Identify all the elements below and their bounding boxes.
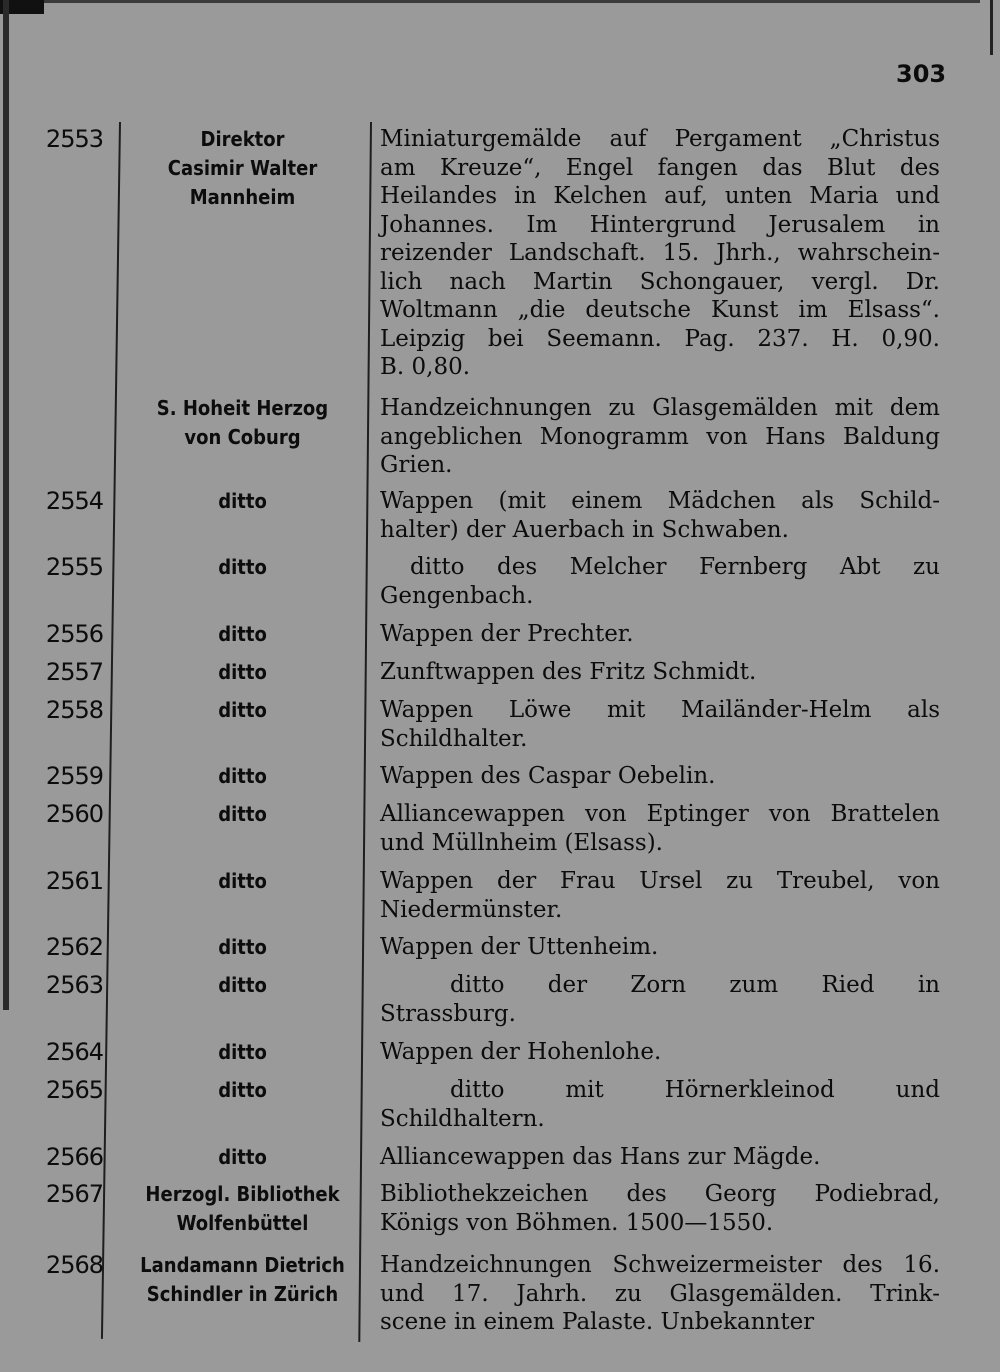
owner-line: Schindler in Zürich <box>146 1282 339 1306</box>
description-line: Johannes. Im Hintergrund Jerusalem in <box>380 211 940 238</box>
entry-owner <box>105 867 380 896</box>
entry-owner <box>105 1143 380 1172</box>
description-line: Wappen (mit einem Mädchen als Schild- <box>380 488 940 514</box>
entry-number: 2563 <box>45 971 103 999</box>
page-left-edge <box>3 0 9 1010</box>
entry-description <box>380 1038 940 1067</box>
owner-line: ditto <box>218 622 267 646</box>
description-line: reizender Landschaft. 15. Jhrh., wahrschein- <box>380 240 940 266</box>
entry-owner <box>105 696 380 725</box>
owner-line: ditto <box>218 1145 267 1169</box>
entry-number: 2567 <box>45 1180 103 1208</box>
page-number: 303 <box>896 60 947 88</box>
description-line: Bibliothekzeichen des Georg Podiebrad, <box>380 1181 940 1207</box>
description-line: Wappen Löwe mit Mailänder-Helm als <box>380 697 940 723</box>
entry-owner <box>105 933 380 962</box>
owner-line: Herzogl. Bibliothek <box>145 1182 340 1206</box>
entry-number: 2559 <box>45 762 103 790</box>
owner-line: ditto <box>218 935 267 959</box>
entry-owner <box>105 553 380 582</box>
owner-line: ditto <box>218 1078 267 1102</box>
entry-owner <box>105 971 380 1000</box>
owner-line: ditto <box>218 802 267 826</box>
description-line: B. 0,80. <box>380 354 471 380</box>
description-line: Zunftwappen des Fritz Schmidt. <box>380 659 757 685</box>
entry-owner <box>105 1180 380 1238</box>
description-line: Schildhaltern. <box>380 1105 545 1132</box>
description-line: Handzeichnungen zu Glasgemälden mit dem <box>380 395 940 421</box>
entry-owner <box>105 800 380 829</box>
owner-line: ditto <box>218 1040 267 1064</box>
entry-owner <box>105 1076 380 1105</box>
page-top-edge <box>0 0 980 3</box>
entry-description <box>380 800 940 857</box>
entry-description <box>380 1180 940 1237</box>
entry-description <box>380 487 940 544</box>
entry-description <box>380 696 940 753</box>
entry-description <box>380 394 940 480</box>
entry-description <box>380 620 940 649</box>
entry-number: 2560 <box>45 800 103 828</box>
description-line: Niedermünster. <box>380 896 563 923</box>
owner-line: ditto <box>218 973 267 997</box>
entry-number: 2558 <box>45 696 103 724</box>
entry-number: 2568 <box>45 1251 103 1279</box>
entry-owner <box>105 1038 380 1067</box>
entry-number: 2556 <box>45 620 103 648</box>
owner-line: Landamann Dietrich <box>140 1253 345 1277</box>
entry-number: 2562 <box>45 933 103 961</box>
entry-owner <box>105 125 380 212</box>
entry-description <box>380 867 940 924</box>
description-line: ditto mit Hörnerkleinod und <box>450 1077 940 1103</box>
description-line: Alliancewappen von Eptinger von Brattelen <box>380 801 940 827</box>
description-line: und 17. Jahrh. zu Glasgemälden. Trink- <box>380 1280 940 1307</box>
description-line: Königs von Böhmen. 1500—1550. <box>380 1209 774 1236</box>
description-line: ditto des Melcher Fernberg Abt zu <box>410 554 940 580</box>
description-line: Woltmann „die deutsche Kunst im Elsass“. <box>380 297 940 323</box>
description-line: Strassburg. <box>380 1000 516 1027</box>
owner-line: ditto <box>218 764 267 788</box>
entry-description <box>380 1143 940 1172</box>
entry-description <box>380 125 940 382</box>
entry-number: 2566 <box>45 1143 103 1171</box>
entry-number: 2553 <box>45 125 103 153</box>
description-line: Grien. <box>380 452 453 478</box>
owner-line: ditto <box>218 869 267 893</box>
entry-owner <box>105 658 380 687</box>
entry-owner <box>105 1251 380 1309</box>
entry-description <box>380 971 940 1028</box>
owner-line: Mannheim <box>189 185 296 209</box>
description-line: scene in einem Palaste. Unbekannter <box>380 1309 815 1335</box>
owner-line: ditto <box>218 660 267 684</box>
page-corner <box>900 0 993 55</box>
entry-number: 2554 <box>45 487 103 515</box>
description-line: angeblichen Monogramm von Hans Baldung <box>380 423 940 450</box>
entry-number: 2557 <box>45 658 103 686</box>
entry-number: 2561 <box>45 867 103 895</box>
description-line: Schildhalter. <box>380 725 528 752</box>
entry-description <box>380 1076 940 1133</box>
owner-line: S. Hoheit Herzog <box>156 396 329 420</box>
owner-line: von Coburg <box>184 425 301 449</box>
entry-number: 2555 <box>45 553 103 581</box>
owner-line: Casimir Walter <box>167 156 318 180</box>
entry-description <box>380 933 940 962</box>
description-line: am Kreuze“, Engel fangen das Blut des <box>380 154 940 181</box>
description-line: Wappen des Caspar Oebelin. <box>380 763 716 789</box>
description-line: lich nach Martin Schongauer, vergl. Dr. <box>380 268 940 295</box>
entry-owner <box>105 394 380 452</box>
entry-description <box>380 1251 940 1337</box>
entry-number: 2565 <box>45 1076 103 1104</box>
description-line: Wappen der Frau Ursel zu Treubel, von <box>380 868 940 894</box>
entry-number: 2564 <box>45 1038 103 1066</box>
entry-owner <box>105 762 380 791</box>
owner-line: ditto <box>218 555 267 579</box>
entry-description <box>380 762 940 791</box>
owner-line: ditto <box>218 698 267 722</box>
description-line: Handzeichnungen Schweizermeister des 16. <box>380 1252 940 1278</box>
entry-description <box>380 658 940 687</box>
description-line: Alliancewappen das Hans zur Mägde. <box>380 1144 821 1170</box>
entry-owner <box>105 620 380 649</box>
owner-line: ditto <box>218 489 267 513</box>
owner-line: Wolfenbüttel <box>176 1211 309 1235</box>
description-line: halter) der Auerbach in Schwaben. <box>380 516 789 543</box>
description-line: Wappen der Prechter. <box>380 621 634 647</box>
entry-owner <box>105 487 380 516</box>
description-line: ditto der Zorn zum Ried in <box>450 972 940 998</box>
description-line: Wappen der Hohenlohe. <box>380 1039 662 1065</box>
description-line: Wappen der Uttenheim. <box>380 934 659 960</box>
description-line: Heilandes in Kelchen auf, unten Maria und <box>380 183 940 209</box>
description-line: und Müllnheim (Elsass). <box>380 829 663 856</box>
description-line: Gengenbach. <box>380 582 534 609</box>
description-line: Leipzig bei Seemann. Pag. 237. H. 0,90. <box>380 325 940 352</box>
description-line: Miniaturgemälde auf Pergament „Christus <box>380 126 940 152</box>
entry-description <box>380 553 940 610</box>
owner-line: Direktor <box>200 127 285 151</box>
